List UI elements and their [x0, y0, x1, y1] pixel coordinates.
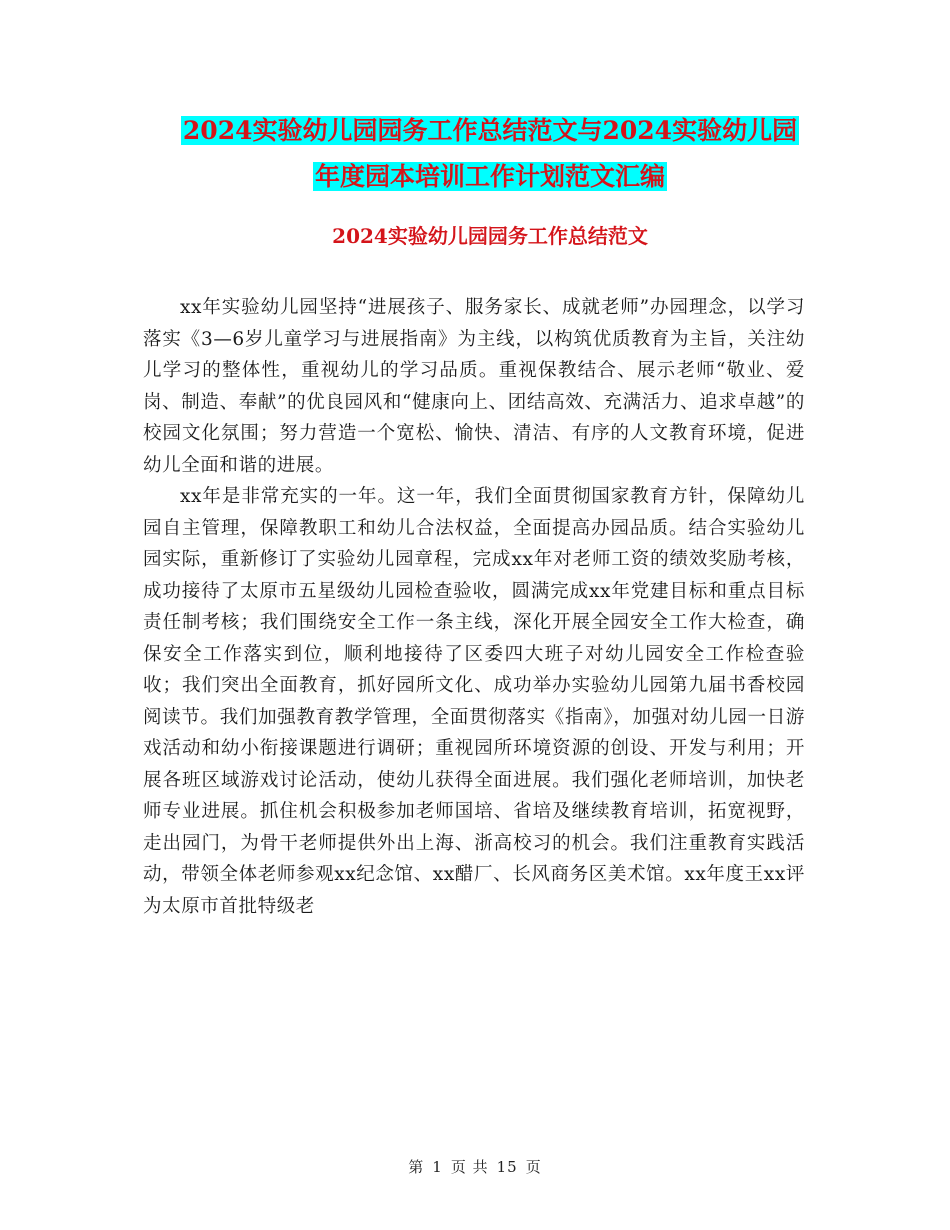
paragraph-2: xx年是非常充实的一年。这一年，我们全面贯彻国家教育方针，保障幼儿园自主管理，保障教职工和幼儿合法权益，全面提高办园品质。结合实验幼儿园实际，重新修订了实验幼儿园章程，完成xx年对老师工资的绩效奖励考核，成功接待了太原市五星级幼儿园检查验收，圆满完成xx年党建目标和重点目标责任制考核；我们围绕安全工作一条主线，深化开展全园安全工作大检查，确保安全工作落实到位，顺利地接待了区委四大班子对幼儿园安全工作检查验收；我们突出全面教育，抓好园所文化、成功举办实验幼儿园第九届书香校园阅读节。我们加强教育教学管理，全面贯彻落实《指南》，加强对幼儿园一日游戏活动和幼小衔接课题进行调研；重视园所环境资源的创设、开发与利用；开展各班区域游戏讨论活动，使幼儿获得全面进展。我们强化老师培训，加快老师专业进展。抓住机会积极参加老师国培、省培及继续教育培训，拓宽视野，走出园门，为骨干老师提供外出上海、浙高校习的机会。我们注重教育实践活动，带领全体老师参观xx纪念馆、xx醋厂、长风商务区美术馆。xx年度王xx评为太原市首批特级老 — [143, 486, 805, 917]
footer-page-number: 1 — [432, 1158, 443, 1176]
footer-suffix: 页 — [525, 1158, 542, 1176]
document-body — [143, 292, 805, 922]
document-title — [140, 108, 840, 200]
title-line-1: 2024实验幼儿园园务工作总结范文与2024实验幼儿园 — [182, 116, 798, 145]
footer-mid: 页 共 — [450, 1158, 489, 1176]
page-footer — [0, 1156, 950, 1177]
footer-total-pages: 15 — [496, 1158, 518, 1176]
footer-prefix: 第 — [408, 1158, 425, 1176]
title-line-2: 年度园本培训工作计划范文汇编 — [314, 162, 665, 191]
section-title: 2024实验幼儿园园务工作总结范文 — [332, 224, 648, 248]
paragraph-1: xx年实验幼儿园坚持“进展孩子、服务家长、成就老师”办园理念，以学习落实《3—6岁儿童学习与进展指南》为主线，以构筑优质教育为主旨，关注幼儿学习的整体性，重视幼儿的学习品质。重视保教结合、展示老师“敬业、爱岗、制造、奉献”的优良园风和“健康向上、团结高效、充满活力、追求卓越”的校园文化氛围；努力营造一个宽松、愉快、清洁、有序的人文教育环境，促进幼儿全面和谐的进展。 — [143, 297, 805, 476]
